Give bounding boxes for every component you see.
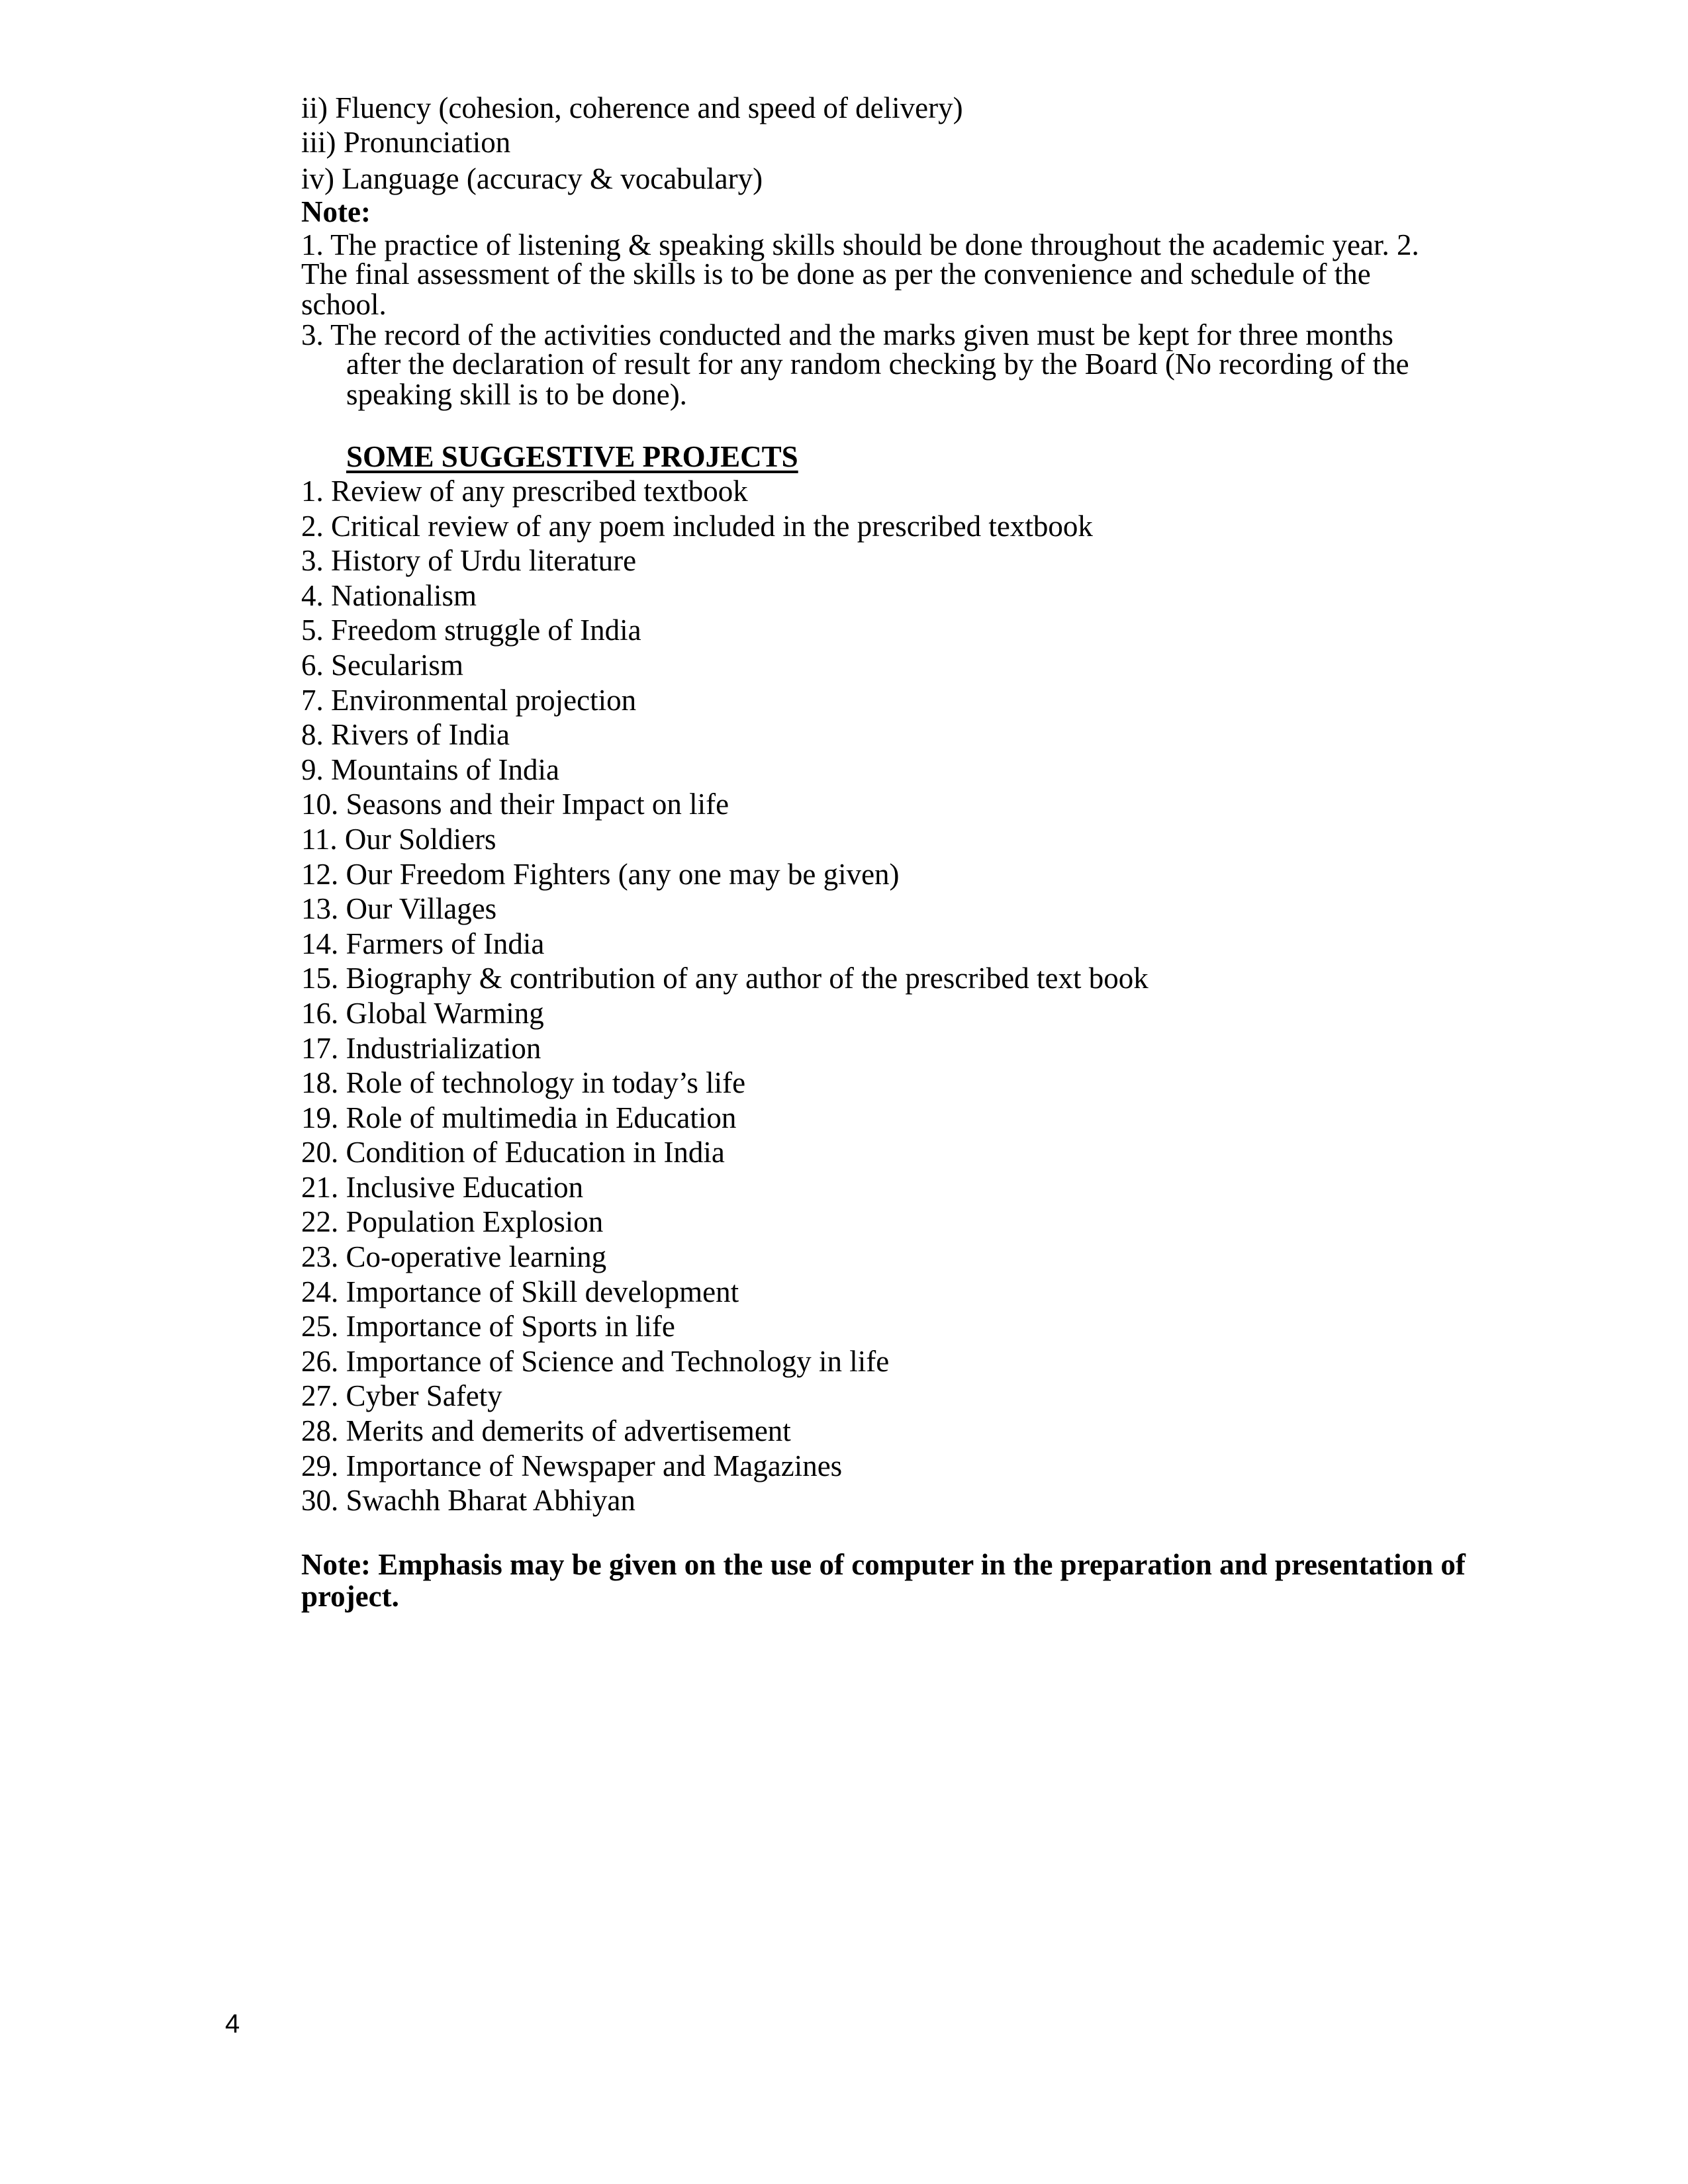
list-item: 3. History of Urdu literature xyxy=(301,544,637,578)
list-item: 7. Environmental projection xyxy=(301,683,637,717)
list-item: 25. Importance of Sports in life xyxy=(301,1310,675,1343)
list-item: 28. Merits and demerits of advertisement xyxy=(301,1414,791,1448)
criterion-language: iv) Language (accuracy & vocabulary) xyxy=(301,162,763,195)
list-item: 12. Our Freedom Fighters (any one may be given) xyxy=(301,857,900,891)
note-line: 3. The record of the activities conducted and the marks given must be kept for three months xyxy=(301,318,1393,351)
list-item: 1. Review of any prescribed textbook xyxy=(301,475,748,508)
list-item: 2. Critical review of any poem included in the prescribed textbook xyxy=(301,509,1093,543)
list-item: 13. Our Villages xyxy=(301,892,497,926)
list-item: 20. Condition of Education in India xyxy=(301,1136,725,1169)
note-line: speaking skill is to be done). xyxy=(346,378,687,411)
list-item: 17. Industrialization xyxy=(301,1031,541,1065)
note-line: 1. The practice of listening & speaking skills should be done throughout the academic year. 2. xyxy=(301,228,1419,261)
list-item: 22. Population Explosion xyxy=(301,1205,604,1239)
projects-list xyxy=(301,474,1149,1518)
page-number: 4 xyxy=(225,2009,240,2038)
list-item: 10. Seasons and their Impact on life xyxy=(301,788,729,821)
final-note: project. xyxy=(301,1580,399,1613)
list-item: 15. Biography & contribution of any author of the prescribed text book xyxy=(301,962,1149,995)
list-item: 21. Inclusive Education xyxy=(301,1170,584,1204)
list-item: 6. Secularism xyxy=(301,648,463,682)
criterion-pronunciation: iii) Pronunciation xyxy=(301,126,511,159)
final-note: Note: Emphasis may be given on the use of computer in the preparation and presentation of xyxy=(301,1548,1466,1581)
list-item: 30. Swachh Bharat Abhiyan xyxy=(301,1484,635,1518)
list-item: 4. Nationalism xyxy=(301,578,477,612)
note-heading: Note: xyxy=(301,195,371,228)
list-item: 19. Role of multimedia in Education xyxy=(301,1101,737,1134)
projects-heading: SOME SUGGESTIVE PROJECTS xyxy=(346,440,798,473)
list-item: 29. Importance of Newspaper and Magazines xyxy=(301,1449,843,1482)
note-line: after the declaration of result for any random checking by the Board (No recording of the xyxy=(346,347,1409,381)
list-item: 14. Farmers of India xyxy=(301,927,545,960)
list-item: 26. Importance of Science and Technology in life xyxy=(301,1344,890,1378)
note-line: school. xyxy=(301,288,387,321)
list-item: 27. Cyber Safety xyxy=(301,1379,502,1413)
list-item: 16. Global Warming xyxy=(301,996,544,1030)
list-item: 9. Mountains of India xyxy=(301,752,559,786)
list-item: 24. Importance of Skill development xyxy=(301,1275,739,1308)
list-item: 5. Freedom struggle of India xyxy=(301,614,641,647)
list-item: 23. Co-operative learning xyxy=(301,1240,607,1274)
note-line: The final assessment of the skills is to be done as per the convenience and schedule of the xyxy=(301,257,1371,291)
criterion-fluency: ii) Fluency (cohesion, coherence and speed of delivery) xyxy=(301,91,963,124)
list-item: 8. Rivers of India xyxy=(301,718,510,752)
list-item: 11. Our Soldiers xyxy=(301,822,496,856)
list-item: 18. Role of technology in today’s life xyxy=(301,1066,746,1100)
